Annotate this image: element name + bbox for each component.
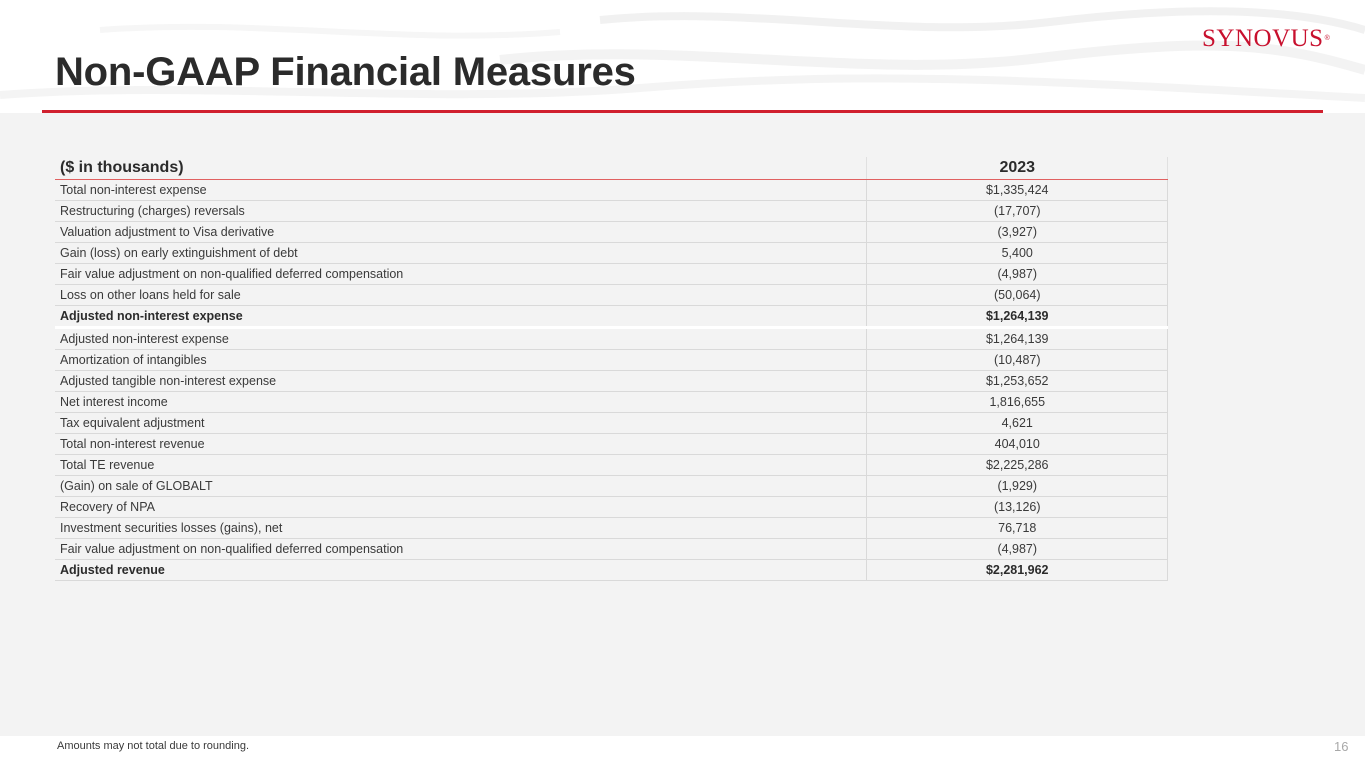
row-value: (10,487) [867, 350, 1168, 371]
row-label: Adjusted tangible non-interest expense [55, 371, 867, 392]
row-value: $2,281,962 [867, 560, 1168, 581]
row-value: $1,335,424 [867, 180, 1168, 201]
row-value: (50,064) [867, 285, 1168, 306]
row-label: Net interest income [55, 392, 867, 413]
synovus-logo [1202, 24, 1332, 54]
table-row [55, 350, 1168, 371]
row-label: Adjusted revenue [55, 560, 867, 581]
row-value: 4,621 [867, 413, 1168, 434]
table-row [55, 180, 1168, 201]
table-row [55, 264, 1168, 285]
table-header-row [55, 157, 1168, 180]
slide-header [0, 0, 1365, 112]
row-value: $1,253,652 [867, 371, 1168, 392]
table-row [55, 413, 1168, 434]
rounding-footnote: Amounts may not total due to rounding. [57, 740, 250, 752]
row-value: (13,126) [867, 497, 1168, 518]
page-title: Non-GAAP Financial Measures [55, 50, 636, 94]
row-value: (4,987) [867, 264, 1168, 285]
table-row-total [55, 306, 1168, 328]
row-label: Loss on other loans held for sale [55, 285, 867, 306]
row-value: $1,264,139 [867, 328, 1168, 350]
row-label: Gain (loss) on early extinguishment of debt [55, 243, 867, 264]
row-label: Total non-interest expense [55, 180, 867, 201]
row-value: 5,400 [867, 243, 1168, 264]
row-value: 1,816,655 [867, 392, 1168, 413]
table-row-subtotal [55, 455, 1168, 476]
column-header-year: 2023 [867, 157, 1168, 180]
row-value: (4,987) [867, 539, 1168, 560]
row-label: Fair value adjustment on non-qualified deferred compensation [55, 264, 867, 285]
logo-text: SYNOVUS [1202, 25, 1324, 52]
non-gaap-table [55, 157, 1168, 581]
page-number: 16 [1334, 739, 1349, 754]
table-row-subtotal [55, 371, 1168, 392]
table-row [55, 518, 1168, 539]
row-label: Tax equivalent adjustment [55, 413, 867, 434]
row-label: Amortization of intangibles [55, 350, 867, 371]
row-label: Recovery of NPA [55, 497, 867, 518]
table-row [55, 392, 1168, 413]
row-value: (3,927) [867, 222, 1168, 243]
row-label: (Gain) on sale of GLOBALT [55, 476, 867, 497]
table-row-total [55, 560, 1168, 581]
row-label: Restructuring (charges) reversals [55, 201, 867, 222]
row-label: Fair value adjustment on non-qualified deferred compensation [55, 539, 867, 560]
row-label: Adjusted non-interest expense [55, 328, 867, 350]
row-label: Investment securities losses (gains), net [55, 518, 867, 539]
table-row [55, 243, 1168, 264]
table-row [55, 434, 1168, 455]
table-row [55, 201, 1168, 222]
row-label: Total TE revenue [55, 455, 867, 476]
row-value: 404,010 [867, 434, 1168, 455]
table-row [55, 476, 1168, 497]
row-label: Adjusted non-interest expense [55, 306, 867, 328]
table-row [55, 285, 1168, 306]
row-value: (17,707) [867, 201, 1168, 222]
row-label: Valuation adjustment to Visa derivative [55, 222, 867, 243]
row-label: Total non-interest revenue [55, 434, 867, 455]
table-row [55, 539, 1168, 560]
row-value: 76,718 [867, 518, 1168, 539]
row-value: $1,264,139 [867, 306, 1168, 328]
row-value: (1,929) [867, 476, 1168, 497]
registered-mark: ® [1324, 35, 1331, 42]
table-row [55, 497, 1168, 518]
table-row [55, 328, 1168, 350]
column-header-label: ($ in thousands) [55, 157, 867, 180]
table-row [55, 222, 1168, 243]
row-value: $2,225,286 [867, 455, 1168, 476]
